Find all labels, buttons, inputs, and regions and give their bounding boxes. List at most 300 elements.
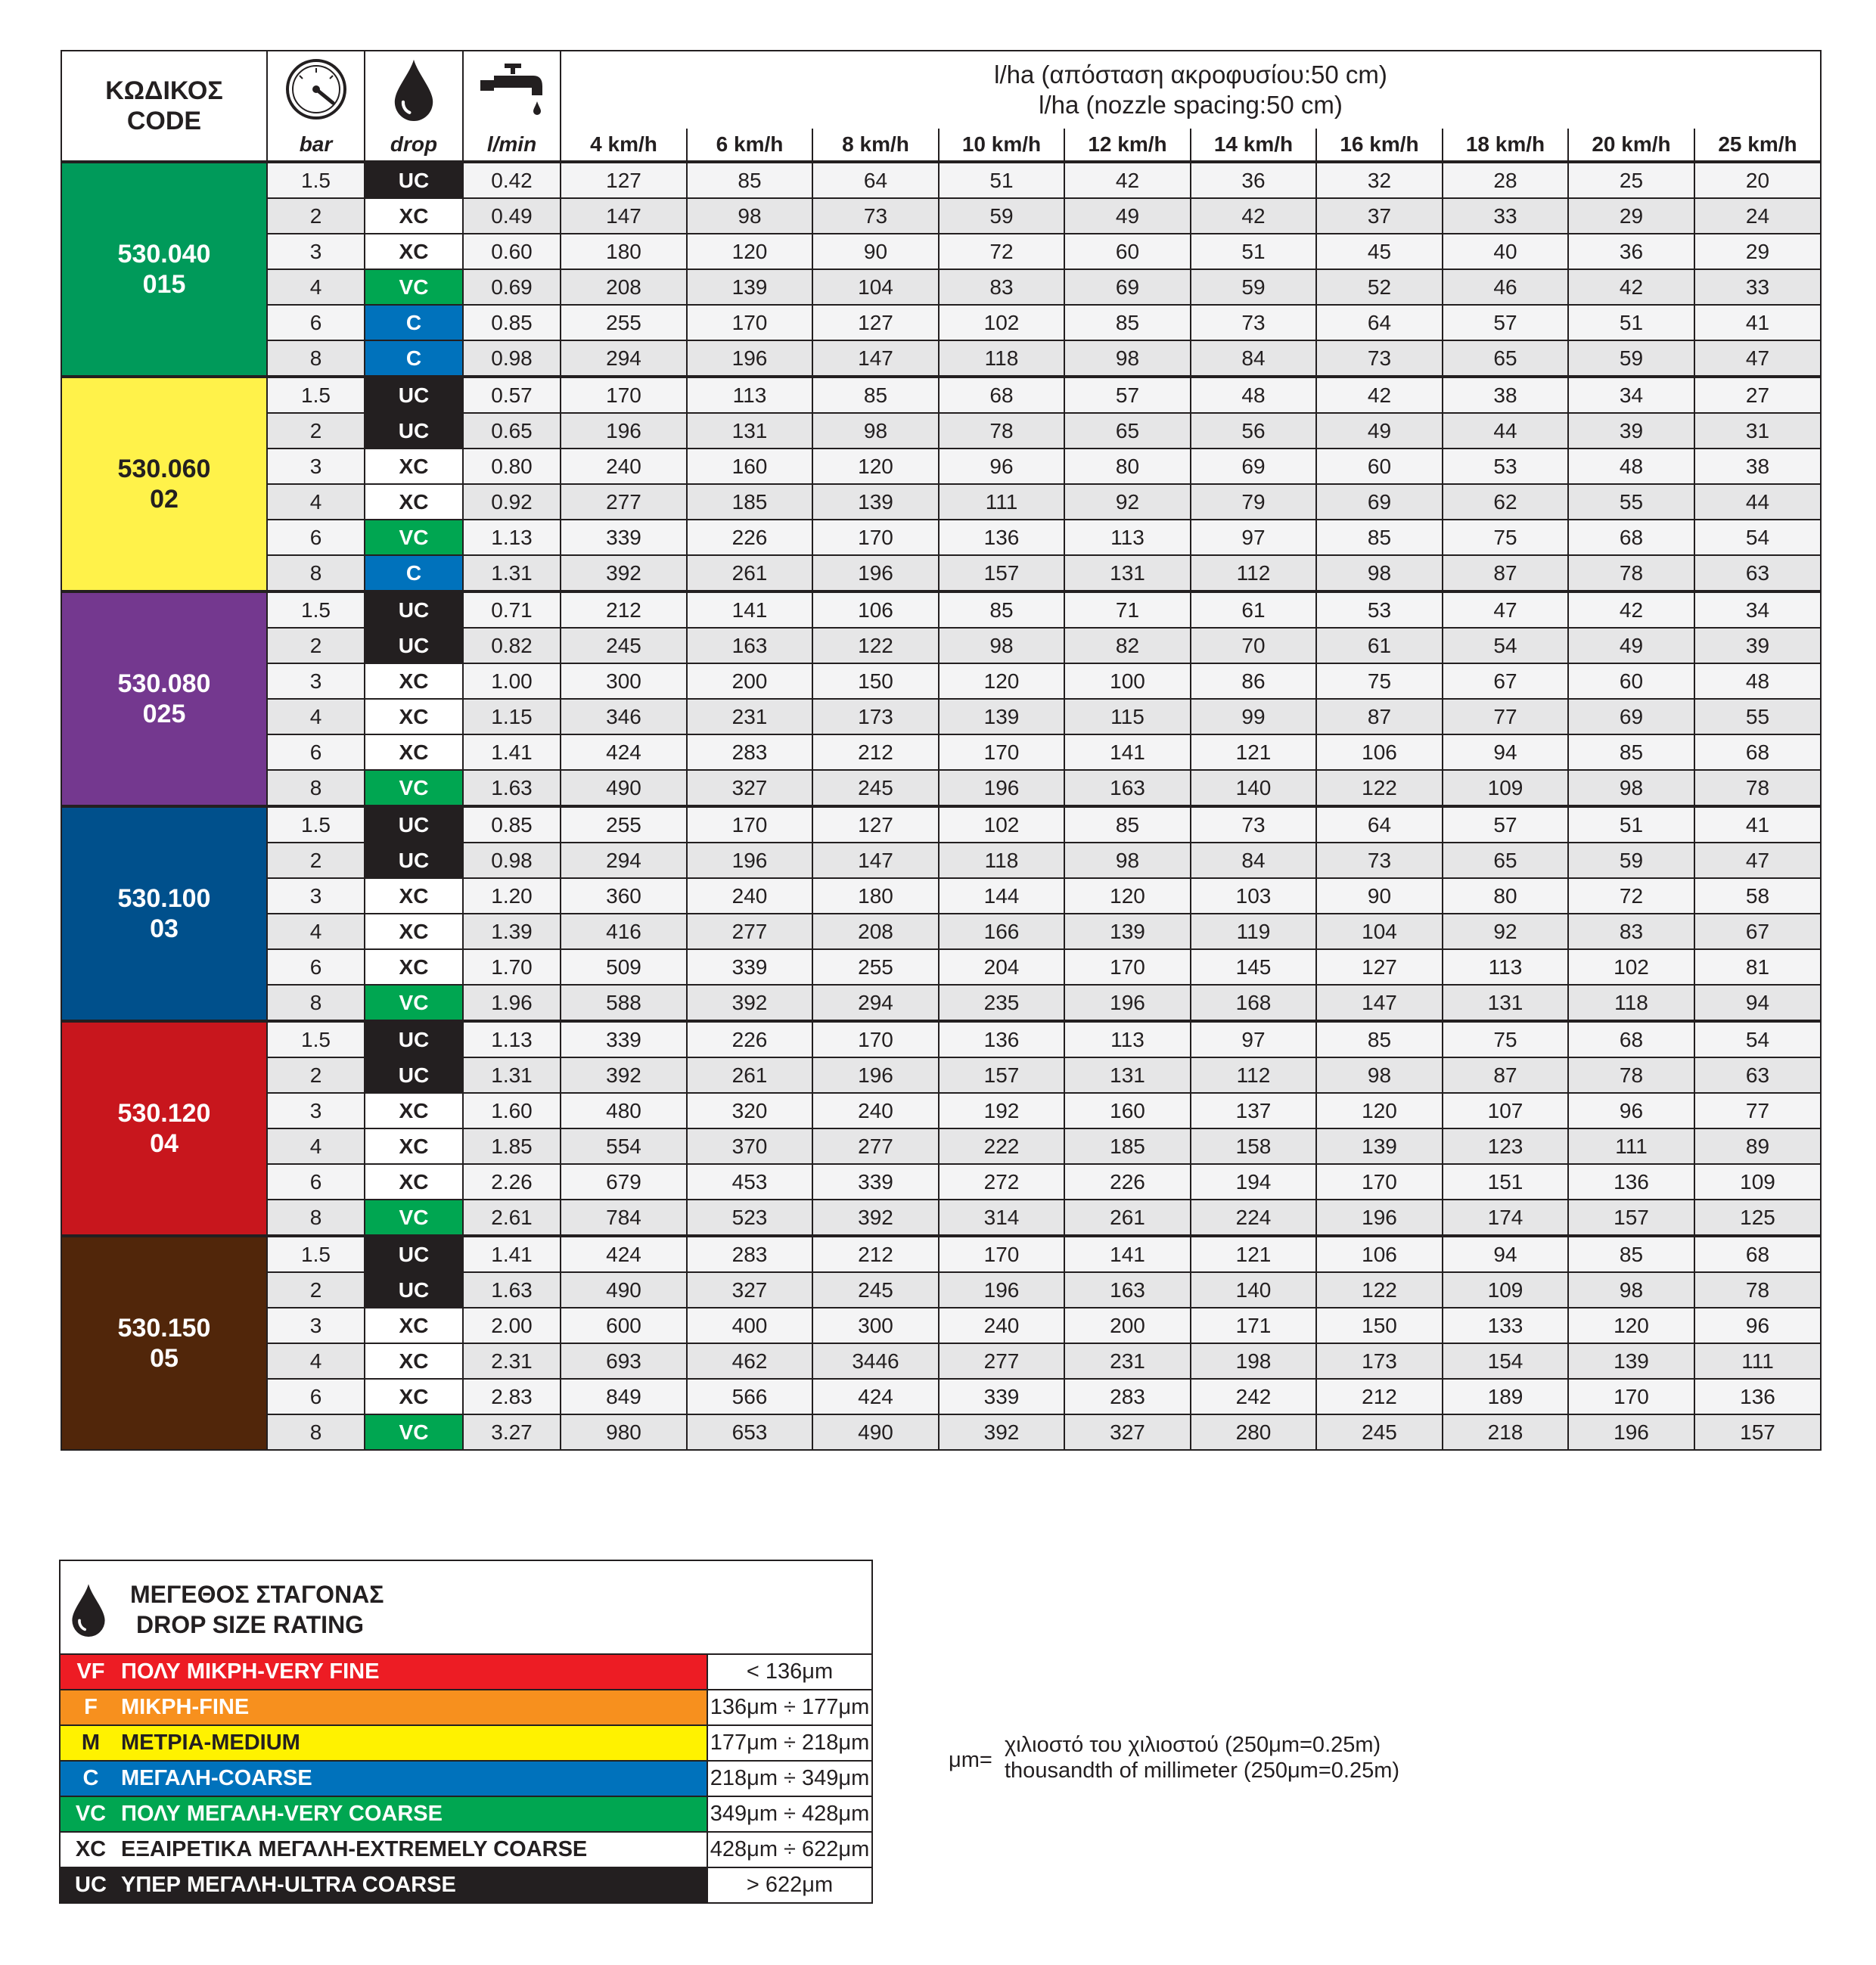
application-rate-cell: 3446 [812, 1343, 939, 1379]
application-rate-cell: 122 [1316, 770, 1443, 806]
application-rate-cell: 120 [1316, 1093, 1443, 1128]
drop-rating-cell: XC [365, 449, 463, 484]
application-rate-cell: 62 [1443, 484, 1568, 520]
application-rate-cell: 277 [561, 484, 687, 520]
flow-rate-cell: 0.65 [463, 413, 561, 449]
application-rate-cell: 127 [1316, 949, 1443, 985]
pressure-cell: 1.5 [267, 1021, 365, 1057]
flow-rate-cell: 3.27 [463, 1414, 561, 1450]
table-row [61, 413, 1821, 449]
application-rate-cell: 59 [939, 198, 1064, 234]
flow-rate-cell: 0.42 [463, 162, 561, 198]
application-rate-cell: 283 [687, 1236, 812, 1272]
flow-rate-cell: 1.15 [463, 699, 561, 734]
flow-rate-cell: 2.00 [463, 1308, 561, 1343]
drop-rating-cell: XC [365, 484, 463, 520]
application-rate-cell: 157 [1568, 1200, 1694, 1236]
application-rate-cell: 112 [1191, 1057, 1316, 1093]
drop-rating-cell: XC [365, 1379, 463, 1414]
table-row [61, 1414, 1821, 1450]
application-rate-cell: 261 [1064, 1200, 1191, 1236]
application-rate-cell: 131 [1064, 1057, 1191, 1093]
application-rate-cell: 261 [687, 1057, 812, 1093]
application-rate-cell: 65 [1064, 413, 1191, 449]
application-rate-cell: 392 [687, 985, 812, 1021]
application-rate-cell: 47 [1694, 340, 1821, 377]
application-rate-cell: 185 [687, 484, 812, 520]
application-rate-cell: 185 [1064, 1128, 1191, 1164]
drop-rating-cell: UC [365, 806, 463, 843]
flow-rate-cell: 0.71 [463, 591, 561, 628]
legend-range: < 136μm [707, 1654, 872, 1690]
application-rate-cell: 166 [939, 914, 1064, 949]
micron-symbol: μm= [949, 1748, 992, 1772]
nozzle-flow-table [61, 50, 1822, 1451]
table-row [61, 484, 1821, 520]
application-rate-cell: 170 [687, 806, 812, 843]
application-rate-cell: 240 [687, 878, 812, 914]
application-rate-cell: 42 [1568, 269, 1694, 305]
application-rate-cell: 96 [939, 449, 1064, 484]
application-rate-cell: 150 [1316, 1308, 1443, 1343]
application-rate-cell: 170 [812, 1021, 939, 1057]
application-rate-cell: 192 [939, 1093, 1064, 1128]
application-rate-cell: 106 [1316, 1236, 1443, 1272]
application-rate-cell: 113 [1064, 520, 1191, 555]
application-rate-cell: 71 [1064, 591, 1191, 628]
application-rate-cell: 189 [1443, 1379, 1568, 1414]
application-rate-cell: 196 [812, 1057, 939, 1093]
application-rate-cell: 163 [1064, 770, 1191, 806]
application-rate-cell: 277 [939, 1343, 1064, 1379]
legend-name: ΜΙΚΡΗ-FINE [121, 1695, 250, 1719]
application-rate-cell: 68 [1694, 1236, 1821, 1272]
application-rate-cell: 346 [561, 699, 687, 734]
application-rate-cell: 416 [561, 914, 687, 949]
drop-size-legend [59, 1560, 873, 1904]
application-rate-cell: 73 [1191, 806, 1316, 843]
legend-abbr: UC [75, 1873, 107, 1897]
application-rate-cell: 157 [939, 555, 1064, 591]
application-rate-cell: 87 [1316, 699, 1443, 734]
application-rate-cell: 60 [1568, 663, 1694, 699]
flow-rate-cell: 2.31 [463, 1343, 561, 1379]
code-header-en: CODE [126, 107, 202, 135]
application-rate-cell: 300 [561, 663, 687, 699]
table-row [61, 1093, 1821, 1128]
nozzle-size: 025 [142, 700, 186, 728]
pressure-cell: 1.5 [267, 162, 365, 198]
application-rate-cell: 106 [1316, 734, 1443, 770]
drop-rating-cell: UC [365, 591, 463, 628]
application-rate-cell: 200 [687, 663, 812, 699]
application-rate-cell: 72 [1568, 878, 1694, 914]
nozzle-size: 015 [142, 270, 186, 299]
bar-icon-cell [267, 51, 365, 129]
application-rate-cell: 360 [561, 878, 687, 914]
nozzle-code: 530.150 [117, 1314, 211, 1343]
application-rate-cell: 69 [1064, 269, 1191, 305]
application-rate-cell: 400 [687, 1308, 812, 1343]
legend-item [60, 1725, 872, 1761]
application-rate-cell: 196 [561, 413, 687, 449]
table-row [61, 1343, 1821, 1379]
application-rate-cell: 60 [1316, 449, 1443, 484]
application-rate-cell: 24 [1694, 198, 1821, 234]
application-rate-cell: 54 [1694, 1021, 1821, 1057]
speed-header: 4 km/h [561, 129, 687, 162]
application-rate-cell: 111 [1694, 1343, 1821, 1379]
nozzle-code-cell [61, 806, 267, 1021]
application-rate-cell: 98 [687, 198, 812, 234]
drop-rating-cell: UC [365, 1236, 463, 1272]
application-rate-cell: 147 [561, 198, 687, 234]
application-rate-cell: 59 [1568, 843, 1694, 878]
pressure-cell: 3 [267, 449, 365, 484]
application-rate-cell: 61 [1316, 628, 1443, 663]
application-rate-cell: 118 [1568, 985, 1694, 1021]
application-rate-cell: 85 [1568, 1236, 1694, 1272]
application-rate-cell: 231 [1064, 1343, 1191, 1379]
application-rate-cell: 73 [812, 198, 939, 234]
application-rate-cell: 140 [1191, 770, 1316, 806]
application-rate-cell: 59 [1568, 340, 1694, 377]
application-rate-cell: 171 [1191, 1308, 1316, 1343]
application-rate-cell: 39 [1694, 628, 1821, 663]
application-rate-cell: 144 [939, 878, 1064, 914]
legend-item-label [60, 1725, 707, 1761]
application-rate-cell: 490 [561, 1272, 687, 1308]
table-row [61, 449, 1821, 484]
pressure-cell: 6 [267, 1164, 365, 1200]
application-rate-cell: 196 [812, 555, 939, 591]
application-rate-cell: 102 [939, 305, 1064, 340]
application-rate-cell: 68 [1568, 1021, 1694, 1057]
application-rate-cell: 120 [1064, 878, 1191, 914]
nozzle-code-cell [61, 1021, 267, 1236]
table-row [61, 1236, 1821, 1272]
application-rate-cell: 41 [1694, 806, 1821, 843]
application-rate-cell: 98 [812, 413, 939, 449]
application-rate-cell: 139 [687, 269, 812, 305]
application-rate-cell: 122 [1316, 1272, 1443, 1308]
application-rate-cell: 69 [1316, 484, 1443, 520]
application-rate-cell: 85 [687, 162, 812, 198]
application-rate-cell: 104 [1316, 914, 1443, 949]
application-rate-cell: 327 [687, 1272, 812, 1308]
drop-rating-cell: VC [365, 770, 463, 806]
pressure-cell: 1.5 [267, 806, 365, 843]
application-rate-cell: 111 [939, 484, 1064, 520]
application-rate-cell: 89 [1694, 1128, 1821, 1164]
table-row [61, 591, 1821, 628]
application-rate-cell: 462 [687, 1343, 812, 1379]
application-rate-cell: 170 [561, 377, 687, 413]
application-rate-cell: 67 [1694, 914, 1821, 949]
application-rate-cell: 240 [561, 449, 687, 484]
application-rate-cell: 98 [939, 628, 1064, 663]
application-rate-cell: 127 [812, 305, 939, 340]
legend-item-label [60, 1690, 707, 1725]
application-rate-cell: 226 [687, 520, 812, 555]
drop-rating-cell: XC [365, 1093, 463, 1128]
application-rate-cell: 784 [561, 1200, 687, 1236]
legend-range: 218μm ÷ 349μm [707, 1761, 872, 1796]
drop-rating-cell: XC [365, 1343, 463, 1379]
table-row [61, 555, 1821, 591]
drop-rating-cell: UC [365, 413, 463, 449]
flow-rate-cell: 0.85 [463, 806, 561, 843]
flow-rate-cell: 0.49 [463, 198, 561, 234]
application-rate-cell: 693 [561, 1343, 687, 1379]
pressure-cell: 2 [267, 1272, 365, 1308]
legend-range: 428μm ÷ 622μm [707, 1832, 872, 1867]
application-rate-cell: 122 [812, 628, 939, 663]
application-rate-cell: 392 [812, 1200, 939, 1236]
application-rate-cell: 54 [1694, 520, 1821, 555]
table-row [61, 1128, 1821, 1164]
application-rate-cell: 145 [1191, 949, 1316, 985]
application-rate-cell: 272 [939, 1164, 1064, 1200]
water-drop-icon [393, 57, 435, 121]
application-rate-cell: 154 [1443, 1343, 1568, 1379]
legend-name: ΠΟΛΥ ΜΙΚΡΗ-VERY FINE [121, 1659, 380, 1684]
drop-rating-cell: VC [365, 1414, 463, 1450]
application-rate-cell: 78 [1694, 770, 1821, 806]
application-rate-cell: 147 [1316, 985, 1443, 1021]
application-rate-cell: 107 [1443, 1093, 1568, 1128]
application-rate-cell: 424 [812, 1379, 939, 1414]
application-rate-cell: 120 [812, 449, 939, 484]
application-rate-cell: 63 [1694, 1057, 1821, 1093]
application-rate-cell: 139 [1568, 1343, 1694, 1379]
flow-rate-cell: 1.13 [463, 520, 561, 555]
application-rate-cell: 255 [561, 806, 687, 843]
application-rate-cell: 60 [1064, 234, 1191, 269]
flow-rate-cell: 1.00 [463, 663, 561, 699]
application-rate-cell: 566 [687, 1379, 812, 1414]
flow-rate-cell: 1.13 [463, 1021, 561, 1057]
application-rate-cell: 87 [1443, 555, 1568, 591]
application-rate-cell: 170 [812, 520, 939, 555]
application-rate-cell: 174 [1443, 1200, 1568, 1236]
speed-header: 16 km/h [1316, 129, 1443, 162]
application-rate-cell: 98 [1568, 770, 1694, 806]
application-rate-cell: 47 [1694, 843, 1821, 878]
legend-item [60, 1690, 872, 1725]
application-rate-cell: 85 [1064, 305, 1191, 340]
application-rate-cell: 392 [561, 555, 687, 591]
flow-rate-cell: 0.57 [463, 377, 561, 413]
application-rate-cell: 600 [561, 1308, 687, 1343]
application-rate-cell: 141 [1064, 734, 1191, 770]
application-rate-cell: 72 [939, 234, 1064, 269]
application-rate-cell: 64 [1316, 305, 1443, 340]
application-rate-cell: 294 [561, 340, 687, 377]
application-rate-cell: 64 [812, 162, 939, 198]
speed-header: 20 km/h [1568, 129, 1694, 162]
application-rate-cell: 79 [1191, 484, 1316, 520]
application-rate-cell: 83 [939, 269, 1064, 305]
flow-rate-cell: 2.61 [463, 1200, 561, 1236]
drop-unit-label: drop [365, 129, 463, 162]
application-rate-cell: 173 [1316, 1343, 1443, 1379]
drop-rating-cell: XC [365, 663, 463, 699]
application-rate-cell: 33 [1694, 269, 1821, 305]
application-rate-cell: 84 [1191, 340, 1316, 377]
pressure-cell: 6 [267, 520, 365, 555]
application-rate-cell: 163 [1064, 1272, 1191, 1308]
application-rate-cell: 59 [1191, 269, 1316, 305]
pressure-cell: 4 [267, 1343, 365, 1379]
application-rate-cell: 69 [1191, 449, 1316, 484]
application-rate-cell: 38 [1694, 449, 1821, 484]
pressure-cell: 3 [267, 878, 365, 914]
pressure-cell: 8 [267, 1414, 365, 1450]
application-rate-cell: 180 [812, 878, 939, 914]
application-rate-cell: 198 [1191, 1343, 1316, 1379]
application-rate-cell: 131 [1443, 985, 1568, 1021]
legend-item-label [60, 1761, 707, 1796]
flow-icon-cell [463, 51, 561, 129]
legend-range: 136μm ÷ 177μm [707, 1690, 872, 1725]
application-rate-cell: 242 [1191, 1379, 1316, 1414]
application-rate-cell: 96 [1568, 1093, 1694, 1128]
application-rate-cell: 54 [1443, 628, 1568, 663]
drop-rating-cell: UC [365, 377, 463, 413]
drop-rating-cell: UC [365, 1057, 463, 1093]
application-rate-cell: 78 [939, 413, 1064, 449]
water-tap-icon [474, 57, 550, 123]
drop-rating-cell: VC [365, 269, 463, 305]
flow-rate-cell: 1.60 [463, 1093, 561, 1128]
lha-header-gr: l/ha (απόσταση ακροφυσίου:50 cm) [994, 61, 1387, 88]
pressure-cell: 8 [267, 1200, 365, 1236]
table-row [61, 1164, 1821, 1200]
flow-rate-cell: 2.26 [463, 1164, 561, 1200]
table-row [61, 1272, 1821, 1308]
application-rate-cell: 277 [687, 914, 812, 949]
legend-abbr: XC [75, 1837, 107, 1861]
flow-unit-label: l/min [463, 129, 561, 162]
application-rate-cell: 73 [1191, 305, 1316, 340]
application-rate-cell: 85 [1568, 734, 1694, 770]
application-rate-cell: 339 [561, 1021, 687, 1057]
legend-abbr: VC [75, 1802, 107, 1826]
drop-rating-cell: UC [365, 1272, 463, 1308]
application-rate-cell: 294 [561, 843, 687, 878]
pressure-cell: 6 [267, 305, 365, 340]
pressure-cell: 3 [267, 1093, 365, 1128]
application-rate-cell: 147 [812, 843, 939, 878]
application-rate-cell: 45 [1316, 234, 1443, 269]
pressure-cell: 4 [267, 269, 365, 305]
table-row [61, 1057, 1821, 1093]
drop-rating-cell: XC [365, 1308, 463, 1343]
application-rate-cell: 48 [1568, 449, 1694, 484]
application-rate-cell: 63 [1694, 555, 1821, 591]
table-row [61, 914, 1821, 949]
application-rate-cell: 90 [1316, 878, 1443, 914]
application-rate-cell: 49 [1568, 628, 1694, 663]
application-rate-cell: 588 [561, 985, 687, 1021]
nozzle-code-cell [61, 377, 267, 591]
application-rate-cell: 196 [1316, 1200, 1443, 1236]
drop-icon-cell [365, 51, 463, 129]
legend-item-label [60, 1832, 707, 1867]
application-rate-cell: 103 [1191, 878, 1316, 914]
speed-header: 10 km/h [939, 129, 1064, 162]
speed-header: 6 km/h [687, 129, 812, 162]
table-row [61, 340, 1821, 377]
application-rate-cell: 137 [1191, 1093, 1316, 1128]
application-rate-cell: 180 [561, 234, 687, 269]
application-rate-cell: 46 [1443, 269, 1568, 305]
application-rate-cell: 85 [1316, 1021, 1443, 1057]
drop-rating-cell: UC [365, 1021, 463, 1057]
application-rate-cell: 80 [1064, 449, 1191, 484]
application-rate-cell: 679 [561, 1164, 687, 1200]
flow-rate-cell: 1.39 [463, 914, 561, 949]
application-rate-cell: 147 [812, 340, 939, 377]
application-rate-cell: 141 [1064, 1236, 1191, 1272]
application-rate-cell: 98 [1568, 1272, 1694, 1308]
pressure-cell: 2 [267, 1057, 365, 1093]
speed-header: 18 km/h [1443, 129, 1568, 162]
application-rate-cell: 127 [812, 806, 939, 843]
application-rate-cell: 84 [1191, 843, 1316, 878]
application-rate-cell: 85 [939, 591, 1064, 628]
legend-item-label [60, 1796, 707, 1832]
application-rate-cell: 56 [1191, 413, 1316, 449]
application-rate-cell: 208 [812, 914, 939, 949]
flow-rate-cell: 1.41 [463, 1236, 561, 1272]
application-rate-cell: 120 [1568, 1308, 1694, 1343]
table-row [61, 1021, 1821, 1057]
application-rate-cell: 70 [1191, 628, 1316, 663]
application-rate-cell: 120 [939, 663, 1064, 699]
legend-range: 177μm ÷ 218μm [707, 1725, 872, 1761]
application-rate-cell: 314 [939, 1200, 1064, 1236]
application-rate-cell: 64 [1316, 806, 1443, 843]
legend-range: > 622μm [707, 1867, 872, 1903]
application-rate-cell: 69 [1568, 699, 1694, 734]
table-row [61, 305, 1821, 340]
table-row [61, 949, 1821, 985]
flow-rate-cell: 0.92 [463, 484, 561, 520]
nozzle-size: 05 [150, 1344, 179, 1373]
application-rate-cell: 102 [1568, 949, 1694, 985]
application-rate-cell: 44 [1443, 413, 1568, 449]
application-rate-cell: 55 [1568, 484, 1694, 520]
flow-rate-cell: 1.20 [463, 878, 561, 914]
application-rate-cell: 490 [812, 1414, 939, 1450]
drop-rating-cell: VC [365, 985, 463, 1021]
drop-rating-cell: XC [365, 914, 463, 949]
application-rate-cell: 339 [561, 520, 687, 555]
application-rate-cell: 139 [939, 699, 1064, 734]
application-rate-cell: 140 [1191, 1272, 1316, 1308]
application-rate-cell: 49 [1316, 413, 1443, 449]
table-row [61, 878, 1821, 914]
pressure-cell: 4 [267, 1128, 365, 1164]
application-rate-cell: 42 [1064, 162, 1191, 198]
pressure-cell: 6 [267, 1379, 365, 1414]
drop-rating-cell: VC [365, 520, 463, 555]
application-rate-cell: 226 [1064, 1164, 1191, 1200]
application-rate-cell: 92 [1064, 484, 1191, 520]
application-rate-cell: 490 [561, 770, 687, 806]
